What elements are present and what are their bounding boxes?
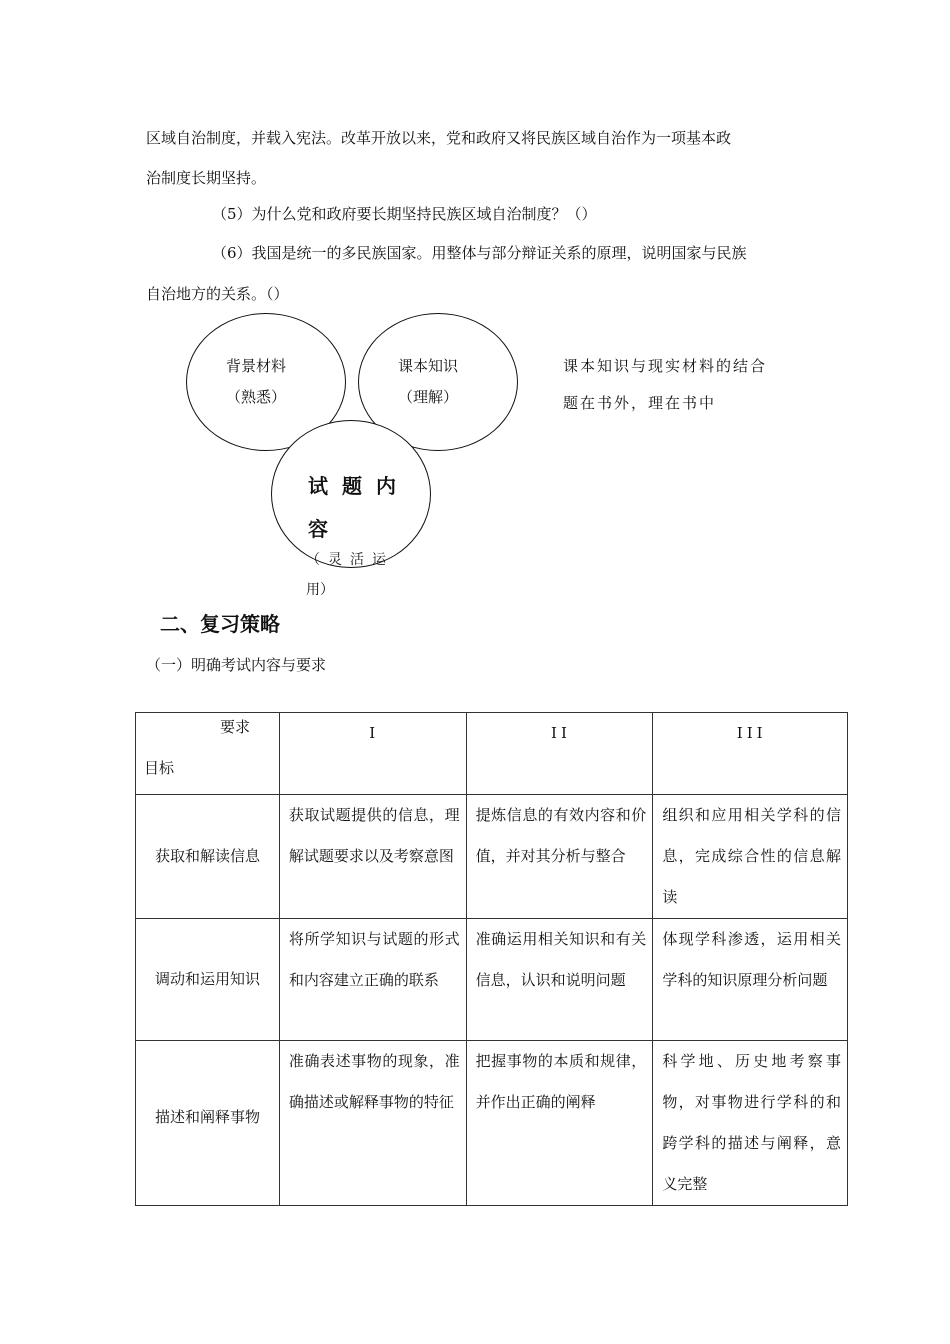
requirements-table <box>135 712 848 1206</box>
corner-top-label: 要求 <box>220 718 251 736</box>
row-target: 描述和阐释事物 <box>136 1041 280 1206</box>
table-cell: 科学地、历史地考察事物，对事物进行学科的和跨学科的描述与阐释，意义完整 <box>653 1041 848 1206</box>
circle-question-title: 试题内 <box>308 474 410 498</box>
circle-textbook-title: 课本知识 <box>397 357 458 375</box>
section-subheading: （一）明确考试内容与要求 <box>146 656 327 674</box>
table-cell: 准确运用相关知识和有关信息，认识和说明问题 <box>466 919 653 1041</box>
table-header-row <box>136 713 848 795</box>
question-6: （6）我国是统一的多民族国家。用整体与部分辩证关系的原理，说明国家与民族 <box>212 244 747 262</box>
table-row <box>136 1041 848 1206</box>
circle-background-title: 背景材料 <box>225 357 286 375</box>
table-cell: 将所学知识与试题的形式和内容建立正确的联系 <box>279 919 466 1041</box>
circle-question-sub: （灵活运 <box>306 552 394 568</box>
diagram-note: 题在书外，理在书中 <box>563 394 717 412</box>
circle-question-title-cont: 容 <box>308 517 342 541</box>
level-header: II <box>466 713 653 795</box>
corner-bottom-label: 目标 <box>144 759 175 777</box>
circle-background-sub: （熟悉） <box>225 388 286 406</box>
paragraph-line: 区域自治制度，并载入宪法。改革开放以来，党和政府又将民族区域自治作为一项基本政 <box>146 129 732 147</box>
question-5: （5）为什么党和政府要长期坚持民族区域自治制度？（） <box>212 205 597 223</box>
circle-question-sub-cont: 用） <box>306 582 334 598</box>
table-corner-cell <box>136 713 280 795</box>
level-header: III <box>653 713 848 795</box>
row-target: 调动和运用知识 <box>136 919 280 1041</box>
table-cell: 组织和应用相关学科的信息，完成综合性的信息解读 <box>653 795 848 919</box>
table-cell: 提炼信息的有效内容和价值，并对其分析与整合 <box>466 795 653 919</box>
table-cell: 准确表述事物的现象，准确描述或解释事物的特征 <box>279 1041 466 1206</box>
diagram-note: 课本知识与现实材料的结合 <box>563 357 768 375</box>
table-cell: 体现学科渗透，运用相关学科的知识原理分析问题 <box>653 919 848 1041</box>
circle-textbook-sub: （理解） <box>397 388 458 406</box>
question-6-continued: 自治地方的关系。（） <box>146 285 289 303</box>
paragraph-line: 治制度长期坚持。 <box>146 169 267 187</box>
table-row <box>136 919 848 1041</box>
table-row <box>136 795 848 919</box>
table-cell: 把握事物的本质和规律，并作出正确的阐释 <box>466 1041 653 1206</box>
row-target: 获取和解读信息 <box>136 795 280 919</box>
level-header: I <box>279 713 466 795</box>
section-heading: 二、复习策略 <box>160 612 280 636</box>
table-cell: 获取试题提供的信息，理解试题要求以及考察意图 <box>279 795 466 919</box>
